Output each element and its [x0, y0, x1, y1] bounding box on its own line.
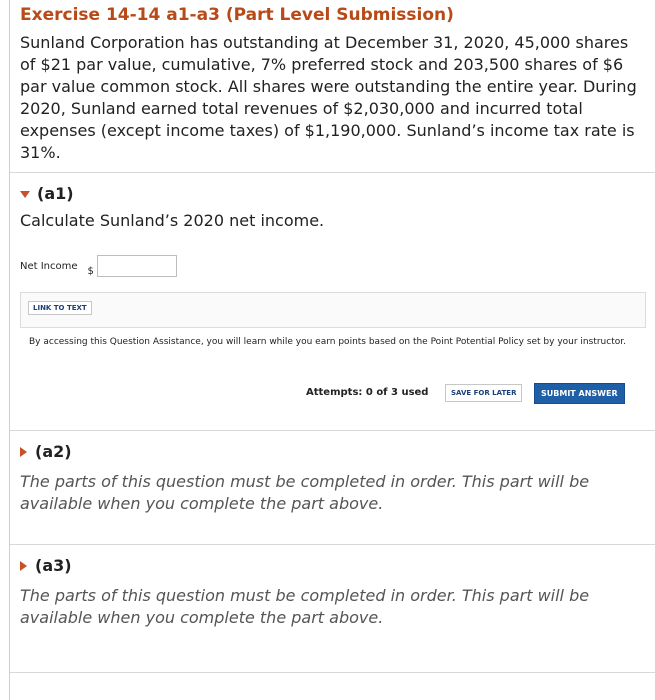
submit-answer-button[interactable]: SUBMIT ANSWER [534, 383, 625, 404]
section-divider [10, 172, 655, 173]
part-a3-header[interactable] [20, 556, 640, 575]
part-a1-label: (a1) [37, 184, 74, 203]
part-a3-section [20, 556, 640, 629]
currency-symbol: $ [87, 265, 94, 277]
section-divider [10, 672, 655, 673]
content-frame-border [9, 0, 10, 700]
expanded-triangle-icon [20, 191, 30, 198]
section-divider [10, 430, 655, 431]
part-a3-locked-message: The parts of this question must be completed in order. This part will be available when you complete the part above. [20, 586, 590, 627]
exercise-header [20, 4, 640, 164]
save-for-later-button[interactable]: SAVE FOR LATER [445, 384, 522, 402]
part-a1-prompt: Calculate Sunland’s 2020 net income. [20, 211, 325, 230]
part-a1-header[interactable] [20, 184, 324, 203]
net-income-label: Net Income [20, 260, 78, 272]
collapsed-triangle-icon [20, 447, 27, 457]
exercise-title: Exercise 14-14 a1-a3 (Part Level Submission) [20, 5, 454, 25]
part-a3-label: (a3) [35, 556, 72, 575]
problem-statement: Sunland Corporation has outstanding at December 31, 2020, 45,000 shares of $21 par value, cumulative, 7% preferred stock and 203,500 shares of $6 par value common stock. All shares were outstanding the entire year. During 2020, Sunland earned total revenues of $2,030,000 and incurred total expenses (except income taxes) of $1,190,000. Sunland’s income tax rate is 31%. [20, 33, 637, 162]
link-to-text-button[interactable]: LINK TO TEXT [28, 301, 92, 315]
assistance-notice: By accessing this Question Assistance, you will learn while you earn points based on the Point Potential Policy set by your instructor. [29, 337, 626, 347]
net-income-input[interactable] [97, 255, 177, 277]
part-a2-locked-message: The parts of this question must be completed in order. This part will be available when you complete the part above. [20, 472, 590, 513]
collapsed-triangle-icon [20, 561, 27, 571]
net-income-row [20, 255, 177, 277]
part-a2-header[interactable] [20, 442, 640, 461]
question-assistance-box [20, 292, 646, 328]
section-divider [10, 544, 655, 545]
part-a1-section [20, 184, 324, 230]
part-a2-section [20, 442, 640, 515]
attempts-counter: Attempts: 0 of 3 used [306, 387, 429, 398]
part-a2-label: (a2) [35, 442, 72, 461]
